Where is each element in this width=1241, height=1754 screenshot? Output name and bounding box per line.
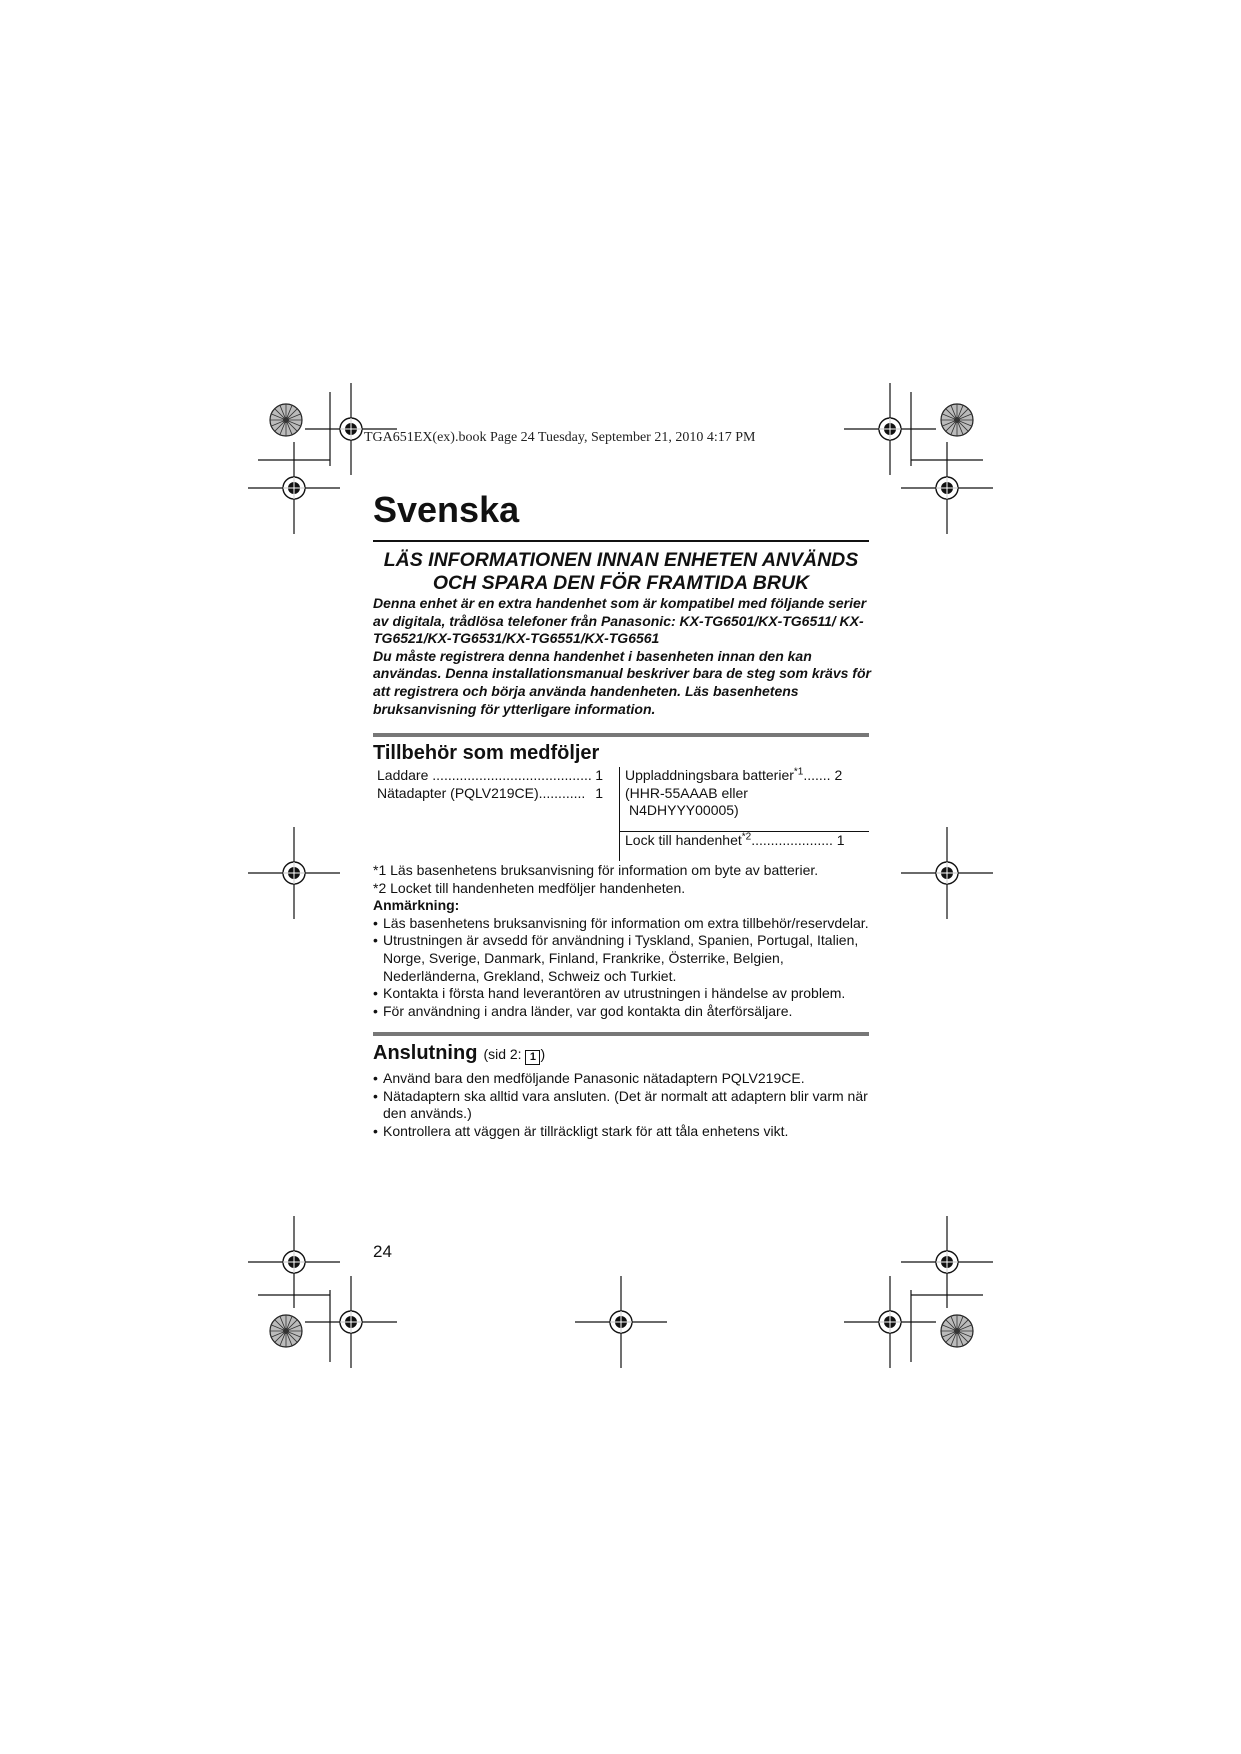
accessory-qty: 1 bbox=[595, 767, 603, 783]
list-item: • Nätadaptern ska alltid vara ansluten. (Det är normalt att adaptern blir varm när den används.) bbox=[373, 1088, 873, 1123]
accessory-charger bbox=[377, 767, 603, 785]
intro-compatibility: Denna enhet är en extra handenhet som är kompatibel med följande serier av digitala, trådlösa telefoner från Panasonic: KX-TG6501/KX-TG6511/ KX-TG6521/KX-TG6531/KX-TG6551/KX-TG6561 bbox=[373, 595, 867, 647]
list-item: • Använd bara den medföljande Panasonic nätadaptern PQLV219CE. bbox=[373, 1070, 873, 1088]
connection-list bbox=[373, 1070, 873, 1140]
accessories-notes bbox=[373, 862, 873, 1020]
section-rule-connection bbox=[373, 1032, 869, 1036]
accessory-batteries bbox=[625, 767, 869, 785]
note-label: Anmärkning: bbox=[373, 897, 460, 914]
leader-dots: ....... bbox=[803, 767, 835, 783]
figure-number-box: 1 bbox=[525, 1050, 540, 1065]
footnote-ref: *2 bbox=[741, 831, 752, 843]
intro-text bbox=[373, 595, 873, 718]
accessories-left-column bbox=[377, 767, 603, 802]
note-list bbox=[373, 915, 873, 1021]
intro-registration: Du måste registrera denna handenhet i basenheten innan den kan användas. Denna installationsmanual beskriver bara de steg som krävs för att registrera och börja använda handenheten. Läs basenhetens bruksanvisning för ytterligare information. bbox=[373, 647, 871, 717]
list-item: • Utrustningen är avsedd för användning i Tyskland, Spanien, Portugal, Italien, Norge, Sverige, Danmark, Finland, Frankrike, Österrike, Belgien, Nederländerna, Grekland, Schweiz och Turkiet. bbox=[373, 932, 873, 985]
battery-models-2: N4DHYYY00005) bbox=[629, 802, 739, 819]
page-number: 24 bbox=[373, 1242, 392, 1261]
connection-title bbox=[373, 1041, 545, 1066]
accessory-name: Uppladdningsbara batterier bbox=[625, 767, 794, 783]
list-item: • Läs basenhetens bruksanvisning för information om extra tillbehör/reservdelar. bbox=[373, 915, 873, 933]
accessory-name: Laddare ......................................... bbox=[377, 767, 592, 783]
footnote-1: *1 Läs basenhetens bruksanvisning för information om byte av batterier. bbox=[373, 862, 819, 878]
accessory-name: Lock till handenhet bbox=[625, 831, 742, 848]
accessory-qty: 1 bbox=[595, 784, 603, 801]
table-divider-vertical bbox=[619, 767, 620, 861]
warning-line-1: LÄS INFORMATIONEN INNAN ENHETEN ANVÄNDS bbox=[383, 549, 859, 571]
accessory-handset-cover bbox=[625, 832, 869, 850]
book-header-info: TGA651EX(ex).book Page 24 Tuesday, September 21, 2010 4:17 PM bbox=[364, 430, 756, 445]
connection-notes bbox=[373, 1070, 873, 1140]
battery-models-1: (HHR-55AAAB eller bbox=[625, 784, 748, 801]
list-item: • Kontakta i första hand leverantören av utrustningen i händelse av problem. bbox=[373, 985, 873, 1003]
list-item: • Kontrollera att väggen är tillräckligt stark för att tåla enhetens vikt. bbox=[373, 1123, 873, 1141]
footnote-2: *2 Locket till handenheten medföljer handenheten. bbox=[373, 879, 686, 896]
section-rule-accessories bbox=[373, 733, 869, 737]
page-reference bbox=[483, 1046, 545, 1062]
leader-dots: ..................... bbox=[751, 831, 837, 848]
page-title: Svenska bbox=[373, 489, 520, 530]
warning-line-2: OCH SPARA DEN FÖR FRAMTIDA BRUK bbox=[432, 572, 810, 594]
accessory-name: Nätadapter (PQLV219CE)............ bbox=[377, 784, 586, 801]
ref-suffix: ) bbox=[540, 1046, 546, 1062]
ref-prefix: (sid 2: bbox=[483, 1046, 526, 1062]
warning-heading bbox=[373, 549, 869, 595]
accessory-qty: 2 bbox=[834, 767, 843, 783]
list-item: • För användning i andra länder, var god kontakta din återförsäljare. bbox=[373, 1003, 873, 1021]
accessories-title: Tillbehör som medföljer bbox=[373, 742, 600, 764]
footnote-ref: *1 bbox=[793, 766, 804, 778]
accessory-ac-adaptor bbox=[377, 785, 603, 803]
connection-title-text: Anslutning bbox=[373, 1042, 478, 1064]
title-rule bbox=[373, 540, 869, 542]
accessories-right-column bbox=[625, 767, 869, 849]
accessory-qty: 1 bbox=[836, 831, 845, 848]
